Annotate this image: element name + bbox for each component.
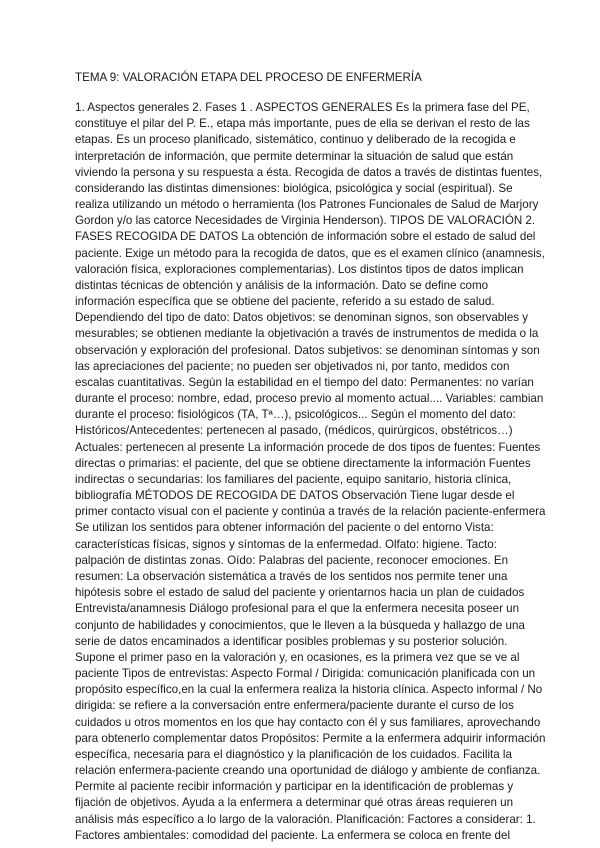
- body-text-line: análisis más específico a lo largo de la valoración. Planificación: Factores a considerar: 1.: [75, 812, 536, 826]
- body-text-line: paciente. Exige un método para la recogida de datos, que es el examen clínico (anamnesis,: [75, 246, 545, 260]
- body-text-line: valoración física, exploraciones complementarias). Los distintos tipos de datos implican: [75, 262, 524, 276]
- body-text-line: interpretación de información, que permite determinar la situación de salud que están: [75, 149, 514, 163]
- body-text-line: serie de datos encaminados a identificar posibles problemas y su posterior solución.: [75, 634, 508, 648]
- body-text-line: Entrevista/anamnesis Diálogo profesional para el que la enfermera necesita poseer un: [75, 602, 520, 616]
- body-text-line: Actuales: pertenecen al presente La información procede de dos tipos de fuentes: Fuentes: [75, 440, 541, 454]
- body-text-line: considerando las distintas dimensiones: biológica, psicológica y social (espiritual). Se: [75, 181, 513, 195]
- document-body: [75, 100, 545, 844]
- body-text-line: palpación de distintas zonas. Oído: Palabras del paciente, reconocer emociones. En: [75, 553, 509, 567]
- body-text-line: durante el proceso: nombre, edad, proceso previo al momento actual.... Variables: cambian: [75, 392, 544, 406]
- body-text-line: primer contacto visual con el paciente y continúa a través de la relación paciente-enfermera: [75, 505, 546, 519]
- body-text-line: Factores ambientales: comodidad del paciente. La enfermera se coloca en frente del: [75, 828, 511, 842]
- body-text-line: específica, necesaria para el diagnóstico y la planificación de los cuidados. Facilita la: [75, 747, 512, 761]
- body-text-line: 1. Aspectos generales 2. Fases 1 . ASPECTOS GENERALES Es la primera fase del PE,: [75, 101, 530, 114]
- body-text-line: etapas. Es un proceso planificado, sistemático, continuo y deliberado de la recogida e: [75, 133, 516, 147]
- body-text-line: durante el proceso: fisiológicos (TA, Tª…), psicológicos... Según el momento del dato:: [75, 408, 516, 422]
- body-text-line: FASES RECOGIDA DE DATOS La obtención de información sobre el estado de salud del: [75, 230, 536, 244]
- body-text-line: para obtenerlo complementar datos Propósitos: Permite a la enfermera adquirir información: [75, 731, 546, 745]
- body-text-line: características físicas, signos y síntomas de la enfermedad. Olfato: higiene. Tacto:: [75, 537, 497, 551]
- body-text-line: propósito específico,en la cual la enfermera realiza la historia clínica. Aspecto informal / No: [75, 683, 543, 697]
- body-text-line: Se utilizan los sentidos para obtener información del paciente o del entorno Vista:: [75, 521, 494, 535]
- body-text-line: observación y exploración del profesional. Datos subjetivos: se denominan síntomas y son: [75, 343, 540, 357]
- body-text-line: cuidados u otros momentos en los que hay contacto con él y sus familiares, aprovechando: [75, 715, 541, 729]
- body-text-line: mesurables; se obtienen mediante la objetivación a través de instrumentos de medida o la: [75, 327, 539, 341]
- body-text-line: dirigida: se refiere a la conversación entre enfermera/paciente durante el curso de los: [75, 699, 514, 713]
- body-text-line: paciente Tipos de entrevistas: Aspecto Formal / Dirigida: comunicación planificada con un: [75, 667, 536, 681]
- body-text-line: Históricos/Antecedentes: pertenecen al pasado, (médicos, quirúrgicos, obstétricos…): [75, 424, 513, 438]
- body-text-line: Permite al paciente recibir información y participar en la identificación de problemas y: [75, 780, 514, 794]
- body-text-line: relación enfermera-paciente creando una oportunidad de diálogo y ambiente de confianza.: [75, 764, 541, 778]
- body-text-line: información específica que se obtiene del paciente, referido a su estado de salud.: [75, 295, 495, 309]
- body-text-line: constituye el pilar del P. E., etapa más importante, pues de ella se derivan el resto de las: [75, 117, 530, 131]
- body-text-line: directas o primarias: el paciente, del que se obtiene directamente la información Fuentes: [75, 456, 531, 470]
- body-text-line: las apreciaciones del paciente; no pueden ser objetivados ni, por tanto, medidos con: [75, 359, 510, 373]
- body-text-line: fijación de objetivos. Ayuda a la enfermera a determinar qué otras áreas requieren un: [75, 796, 514, 810]
- body-text-line: Supone el primer paso en la valoración y, en ocasiones, es la primera vez que se ve al: [75, 650, 520, 664]
- document-title: TEMA 9: VALORACIÓN ETAPA DEL PROCESO DE ENFERMERÍA: [75, 71, 422, 84]
- body-text-line: bibliografía MÉTODOS DE RECOGIDA DE DATOS Observación Tiene lugar desde el: [75, 489, 515, 503]
- body-text-line: Dependiendo del tipo de dato: Datos objetivos: se denominan signos, son observables y: [75, 311, 529, 325]
- body-text-line: realiza utilizando un método o herramienta (los Patrones Funcionales de Salud de Marjory: [75, 198, 539, 212]
- body-text-line: viviendo la persona y su respuesta a ésta. Recogida de datos a través de distintas fuentes,: [75, 165, 543, 179]
- body-text-line: distintas técnicas de obtención y análisis de la información. Dato se define como: [75, 278, 489, 292]
- body-text-line: resumen: La observación sistemática a través de los sentidos nos permite tener una: [75, 569, 508, 583]
- body-text-line: escalas cuantitativas. Según la estabilidad en el tiempo del dato: Permanentes: no varían: [75, 375, 534, 389]
- body-text-line: Gordon y/o las catorce Necesidades de Virginia Henderson). TIPOS DE VALORACIÓN 2.: [75, 214, 536, 228]
- body-text-line: conjunto de habilidades y conocimientos, que le lleven a la búsqueda y hallazgo de una: [75, 618, 525, 632]
- body-text-line: indirectas o secundarias: los familiares del paciente, equipo sanitario, historia clínica,: [75, 472, 512, 486]
- body-text-line: hipótesis sobre el estado de salud del paciente y orientarnos hacia un plan de cuidados: [75, 586, 525, 600]
